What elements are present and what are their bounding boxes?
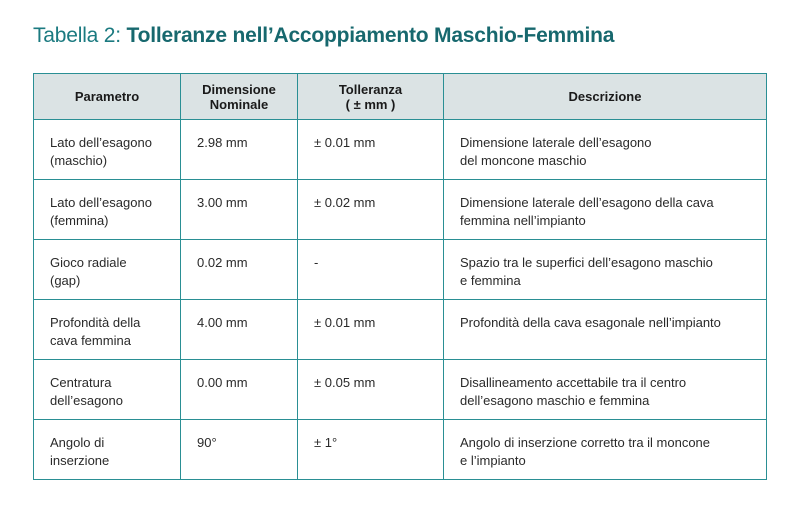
- cell-tolleranza: ± 0.01 mm: [298, 120, 444, 180]
- cell-descrizione: Dimensione laterale dell’esagono del moncone maschio: [444, 120, 767, 180]
- header-parametro: Parametro: [34, 74, 181, 120]
- table-row: [34, 180, 767, 240]
- cell-dimensione: 4.00 mm: [181, 300, 298, 360]
- table-title: [33, 24, 614, 48]
- cell-tolleranza: ± 1°: [298, 420, 444, 480]
- header-tolleranza: Tolleranza ( ± mm ): [298, 74, 444, 120]
- table-title-prefix: Tabella 2:: [33, 24, 127, 47]
- cell-parametro: Lato dell’esagono (femmina): [34, 180, 181, 240]
- cell-descrizione: Profondità della cava esagonale nell’impianto: [444, 300, 767, 360]
- header-descrizione: Descrizione: [444, 74, 767, 120]
- cell-descrizione: Angolo di inserzione corretto tra il moncone e l’impianto: [444, 420, 767, 480]
- cell-descrizione: Dimensione laterale dell’esagono della cava femmina nell’impianto: [444, 180, 767, 240]
- cell-tolleranza: ± 0.01 mm: [298, 300, 444, 360]
- cell-tolleranza: -: [298, 240, 444, 300]
- cell-descrizione: Spazio tra le superfici dell’esagono maschio e femmina: [444, 240, 767, 300]
- cell-dimensione: 0.00 mm: [181, 360, 298, 420]
- table-row: [34, 300, 767, 360]
- cell-parametro: Gioco radiale (gap): [34, 240, 181, 300]
- cell-parametro: Profondità della cava femmina: [34, 300, 181, 360]
- cell-parametro: Centratura dell’esagono: [34, 360, 181, 420]
- tolerance-table: [33, 73, 767, 480]
- cell-dimensione: 3.00 mm: [181, 180, 298, 240]
- cell-descrizione: Disallineamento accettabile tra il centro dell’esagono maschio e femmina: [444, 360, 767, 420]
- table-title-main: Tolleranze nell’Accoppiamento Maschio-Femmina: [126, 24, 615, 47]
- header-dimensione: Dimensione Nominale: [181, 74, 298, 120]
- table-row: [34, 420, 767, 480]
- cell-dimensione: 2.98 mm: [181, 120, 298, 180]
- cell-tolleranza: ± 0.05 mm: [298, 360, 444, 420]
- cell-parametro: Lato dell’esagono (maschio): [34, 120, 181, 180]
- table-row: [34, 120, 767, 180]
- cell-parametro: Angolo di inserzione: [34, 420, 181, 480]
- cell-dimensione: 90°: [181, 420, 298, 480]
- table-row: [34, 360, 767, 420]
- cell-dimensione: 0.02 mm: [181, 240, 298, 300]
- cell-tolleranza: ± 0.02 mm: [298, 180, 444, 240]
- table-row: [34, 240, 767, 300]
- table-header-row: [34, 74, 767, 120]
